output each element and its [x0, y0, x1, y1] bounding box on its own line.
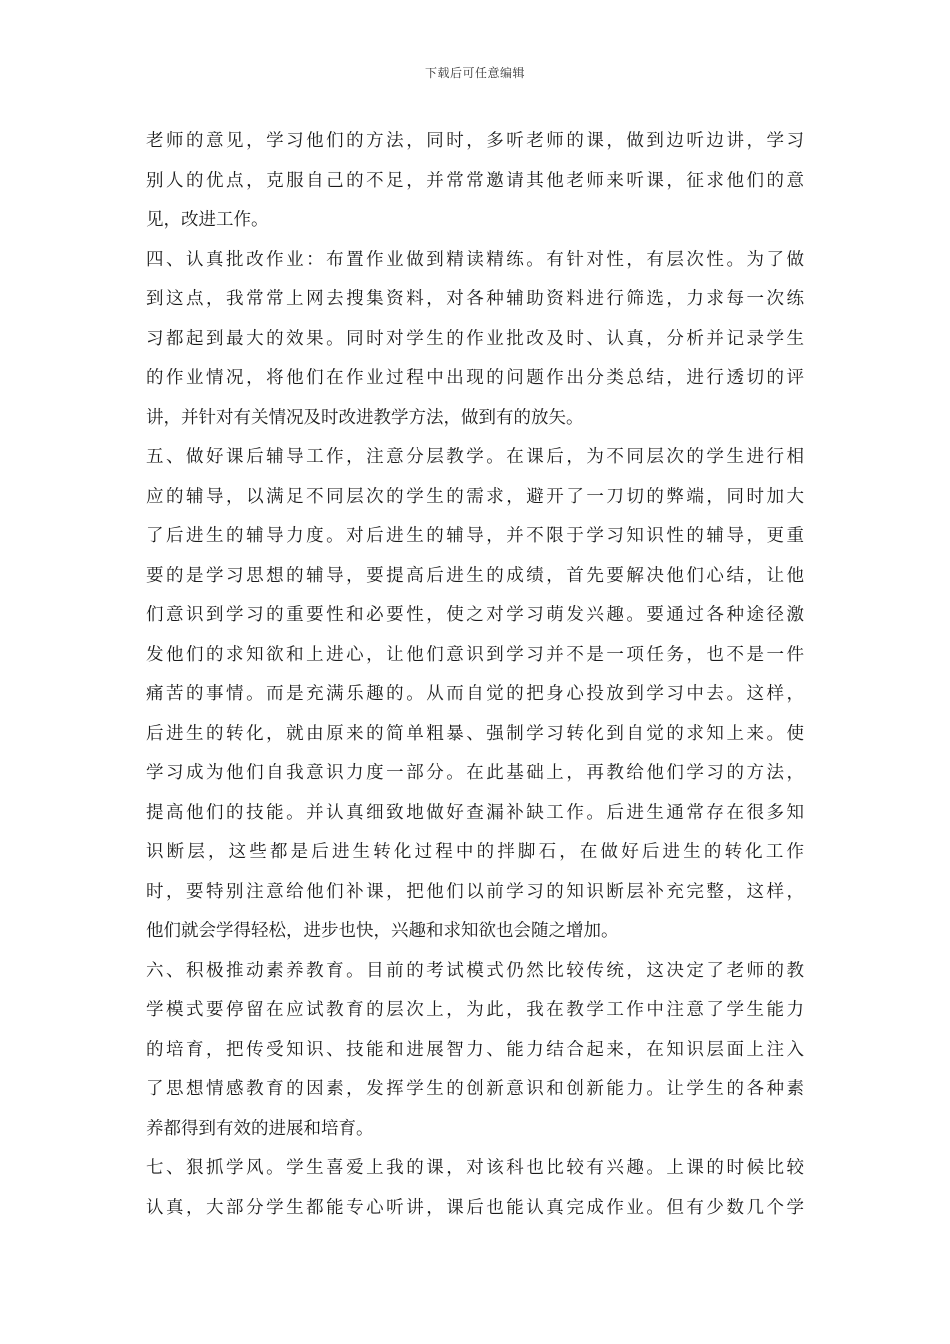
- text-line: 见，改进工作。: [146, 210, 269, 230]
- paragraph-4: [146, 241, 804, 439]
- text-line: 们意识到学习的重要性和必要性，使之对学习萌发兴趣。要通过各种途径激: [146, 605, 804, 625]
- paragraph-7: [146, 1149, 804, 1228]
- paragraph-5: [146, 438, 804, 952]
- text-line: 四、认真批改作业：布置作业做到精读精练。有针对性，有层次性。为了做: [146, 249, 804, 270]
- text-line: 养都得到有效的进展和培育。: [146, 1118, 374, 1139]
- text-line: 讲，并针对有关情况及时改进教学方法，做到有的放矢。: [146, 407, 584, 428]
- text-line: 痛苦的事情。而是充满乐趣的。从而自觉的把身心投放到学习中去。这样，: [146, 684, 804, 704]
- text-line: 了后进生的辅导力度。对后进生的辅导，并不限于学习知识性的辅导，更重: [146, 526, 804, 546]
- text-line: 认真，大部分学生都能专心听讲，课后也能认真完成作业。但有少数几个学: [146, 1197, 804, 1218]
- text-line: 六、积极推动素养教育。目前的考试模式仍然比较传统，这决定了老师的教: [146, 960, 804, 981]
- page-header: 下载后可任意编辑: [424, 66, 525, 80]
- text-line: 五、做好课后辅导工作，注意分层教学。在课后，为不同层次的学生进行相: [146, 447, 804, 467]
- text-line: 他们就会学得轻松，进步也快，兴趣和求知欲也会随之增加。: [146, 921, 619, 941]
- text-line: 老师的意见，学习他们的方法，同时，多听老师的课，做到边听边讲，学习: [146, 131, 804, 151]
- text-line: 到这点，我常常上网去搜集资料，对各种辅助资料进行筛选，力求每一次练: [146, 289, 804, 309]
- text-line: 了思想情感教育的因素，发挥学生的创新意识和创新能力。让学生的各种素: [146, 1079, 804, 1099]
- text-line: 七、狠抓学风。学生喜爱上我的课，对该科也比较有兴趣。上课的时候比较: [146, 1158, 804, 1178]
- paragraph-6: [146, 952, 804, 1150]
- text-line: 提高他们的技能。并认真细致地做好查漏补缺工作。后进生通常存在很多知: [146, 802, 804, 823]
- text-line: 的作业情况，将他们在作业过程中出现的问题作出分类总结，进行透切的评: [146, 368, 804, 388]
- text-line: 的培育，把传受知识、技能和进展智力、能力结合起来，在知识层面上注入: [146, 1039, 804, 1060]
- text-line: 识断层，这些都是后进生转化过程中的拌脚石，在做好后进生的转化工作: [146, 842, 804, 862]
- text-line: 要的是学习思想的辅导，要提高后进生的成绩，首先要解决他们心结，让他: [146, 565, 804, 586]
- text-line: 应的辅导，以满足不同层次的学生的需求，避开了一刀切的弊端，同时加大: [146, 486, 804, 507]
- text-line: 发他们的求知欲和上进心，让他们意识到学习并不是一项任务，也不是一件: [146, 644, 804, 665]
- text-line: 学模式要停留在应试教育的层次上，为此，我在教学工作中注意了学生能力: [146, 1000, 804, 1020]
- text-line: 后进生的转化，就由原来的简单粗暴、强制学习转化到自觉的求知上来。使: [146, 723, 804, 744]
- paragraph-continued: [146, 122, 804, 241]
- text-line: 别人的优点，克服自己的不足，并常常邀请其他老师来听课，征求他们的意: [146, 170, 804, 191]
- document-body: [146, 122, 804, 1228]
- text-line: 习都起到最大的效果。同时对学生的作业批改及时、认真，分析并记录学生: [146, 328, 804, 349]
- text-line: 时，要特别注意给他们补课，把他们以前学习的知识断层补充完整，这样，: [146, 881, 804, 902]
- text-line: 学习成为他们自我意识力度一部分。在此基础上，再教给他们学习的方法，: [146, 763, 804, 783]
